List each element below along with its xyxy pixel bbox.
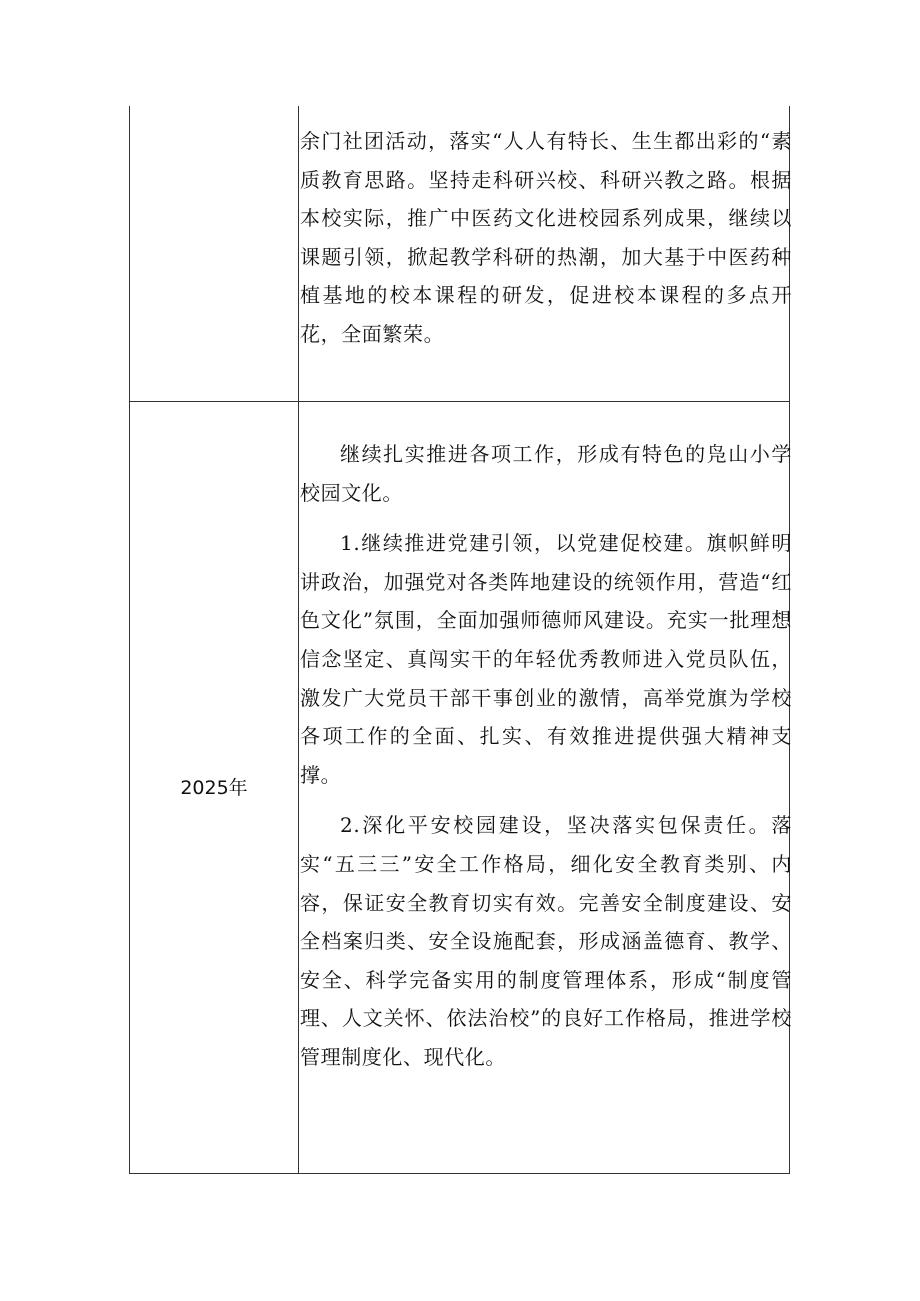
top-row-cell <box>300 122 792 354</box>
plan-2025-item-1: 1.继续推进党建引领，以党建促校建。旗帜鲜明讲政治，加强党对各类阵地建设的统领作用，营造“红色文化”氛围，全面加强师德师风建设。充实一批理想信念坚定、真闯实干的年轻优秀教师进入党员队伍，激发广大党员干部干事创业的激情，高举党旗为学校各项工作的全面、扎实、有效推进提供强大精神支撑。 <box>300 531 792 787</box>
table-left-border <box>129 106 130 1174</box>
table-bottom-border <box>129 1173 790 1174</box>
top-row-text: 余门社团活动，落实“人人有特长、生生都出彩的“素质教育思路。坚持走科研兴校、科研兴教之路。根据本校实际，推广中医药文化进校园系列成果，继续以课题引领，掀起教学科研的热潮，加大基于中医药种植基地的校本课程的研发，促进校本课程的多点开花，全面繁荣。 <box>300 129 792 346</box>
plan-2025-intro: 继续扎实推进各项工作，形成有特色的凫山小学校园文化。 <box>300 442 792 505</box>
table-row-divider <box>129 401 790 402</box>
table-column-divider <box>298 106 299 1174</box>
plan-2025-item-2: 2.深化平安校园建设，坚决落实包保责任。落实“五三三”安全工作格局，细化安全教育类别、内容，保证安全教育切实有效。完善安全制度建设、安全档案归类、安全设施配套，形成涵盖德育、教学、安全、科学完备实用的制度管理体系，形成“制度管理、人文关怀、依法治校”的良好工作格局，推进学校管理制度化、现代化。 <box>300 813 792 1069</box>
year-label: 2025年 <box>180 777 248 799</box>
plan-2025-cell <box>300 435 792 1077</box>
